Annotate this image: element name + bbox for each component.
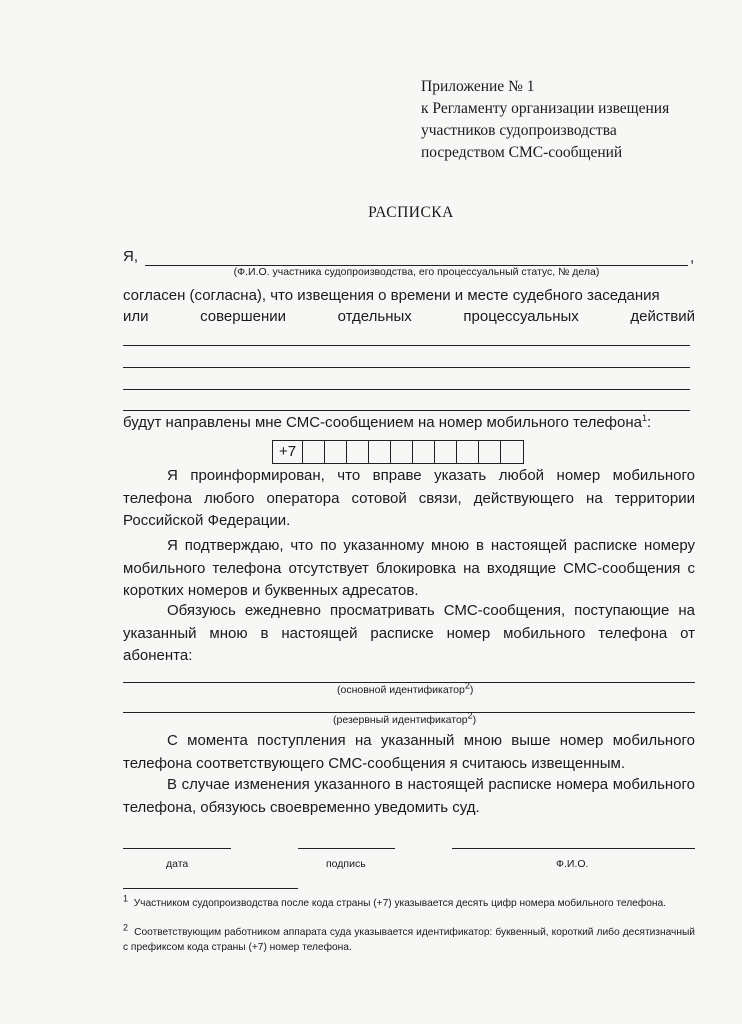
- caption-close: ): [472, 714, 477, 726]
- phone-digit-box[interactable]: [391, 441, 413, 463]
- footnote-number: 1: [123, 893, 129, 904]
- phone-digit-box[interactable]: [457, 441, 479, 463]
- footnote-1: [123, 893, 695, 912]
- phone-digit-box[interactable]: [479, 441, 501, 463]
- consent-word: отдельных: [337, 308, 412, 325]
- consent-line1: согласен (согласна), что извещения о времени и месте судебного заседания: [123, 287, 660, 304]
- country-code: +7: [273, 441, 303, 463]
- paragraph-change: В случае изменения указанного в настоящей расписке номера мобильного телефона, обязуюсь своевременно уведомить суд.: [123, 776, 695, 816]
- signature-line[interactable]: [298, 848, 395, 849]
- reserve-identifier-caption-text: (резервный идентификатор: [333, 714, 468, 726]
- phone-digit-box[interactable]: [501, 441, 523, 463]
- caption-close: ): [469, 684, 474, 696]
- date-caption: дата: [166, 858, 189, 870]
- signature-caption: подпись: [326, 858, 366, 870]
- footnote-text: Соответствующим работником аппарата суда указывается идентификатор: буквенный, короткий либо десятизначный с префиксом кода страны (+7) номер телефона.: [123, 927, 695, 953]
- footnote-text: Участником судопроизводства после кода страны (+7) указывается десять цифр номера мобильного телефона.: [133, 898, 666, 909]
- annex-number: Приложение № 1: [421, 78, 535, 95]
- consent-word: действий: [630, 308, 695, 325]
- paragraph-oblige: Обязуюсь ежедневно просматривать СМС-сообщения, поступающие на указанный мною в настоящей расписке номер мобильного телефона от абонента:: [123, 602, 695, 664]
- consent-word: процессуальных: [463, 308, 579, 325]
- annex-reference-line3: посредством СМС-сообщений: [421, 144, 623, 161]
- phone-digit-box[interactable]: [369, 441, 391, 463]
- name-caption: (Ф.И.О. участника судопроизводства, его процессуальный статус, № дела): [233, 266, 600, 278]
- phone-number-boxes: [272, 440, 524, 464]
- actions-fill-line-2[interactable]: [123, 367, 690, 368]
- fio-caption: Ф.И.О.: [556, 858, 589, 870]
- actions-fill-line-1[interactable]: [123, 345, 690, 346]
- main-identifier-caption-text: (основной идентификатор: [337, 684, 465, 696]
- phone-digit-box[interactable]: [303, 441, 325, 463]
- reserve-identifier-line[interactable]: [123, 712, 695, 713]
- paragraph-informed: Я проинформирован, что вправе указать любой номер мобильного телефона любого оператора сотовой связи, действующего на территории Российской Федерации.: [123, 467, 695, 529]
- phone-sentence-colon: :: [647, 414, 652, 431]
- actions-fill-line-3[interactable]: [123, 389, 690, 390]
- fio-line[interactable]: [452, 848, 695, 849]
- phone-digit-box[interactable]: [325, 441, 347, 463]
- phone-digit-box[interactable]: [435, 441, 457, 463]
- paragraph-confirm: Я подтверждаю, что по указанному мною в настоящей расписке номеру мобильного телефона отсутствует блокировка на входящие СМС-сообщения с коротких номеров и буквенных адресатов.: [123, 537, 695, 599]
- actions-fill-line-4[interactable]: [123, 410, 690, 411]
- annex-reference-line2: участников судопроизводства: [421, 122, 617, 139]
- date-line[interactable]: [123, 848, 231, 849]
- phone-sentence-text: будут направлены мне СМС-сообщением на номер мобильного телефона: [123, 414, 642, 431]
- document-title: РАСПИСКА: [368, 204, 454, 221]
- phone-sentence: [123, 414, 651, 431]
- reserve-identifier-caption: [333, 710, 477, 726]
- annex-reference-line1: к Регламенту организации извещения: [421, 100, 670, 117]
- consent-word: или: [123, 308, 149, 325]
- footnote-ref-2: 2: [467, 710, 473, 721]
- main-identifier-line[interactable]: [123, 682, 695, 683]
- consent-line2: [123, 306, 695, 329]
- main-identifier-caption: [337, 680, 474, 696]
- footnote-separator: [123, 888, 298, 889]
- footnote-ref-1: 1: [641, 413, 647, 423]
- footnote-number: 2: [123, 922, 129, 933]
- consent-word: совершении: [200, 308, 287, 325]
- footnote-2: [123, 922, 695, 955]
- name-suffix: ,: [690, 249, 695, 266]
- phone-digit-box[interactable]: [347, 441, 369, 463]
- paragraph-moment: С момента поступления на указанный мною выше номер мобильного телефона соответствующего СМС-сообщения я считаюсь извещенным.: [123, 732, 695, 772]
- phone-digit-box[interactable]: [413, 441, 435, 463]
- footnote-ref-2: 2: [464, 680, 470, 691]
- name-prefix: Я,: [123, 248, 138, 265]
